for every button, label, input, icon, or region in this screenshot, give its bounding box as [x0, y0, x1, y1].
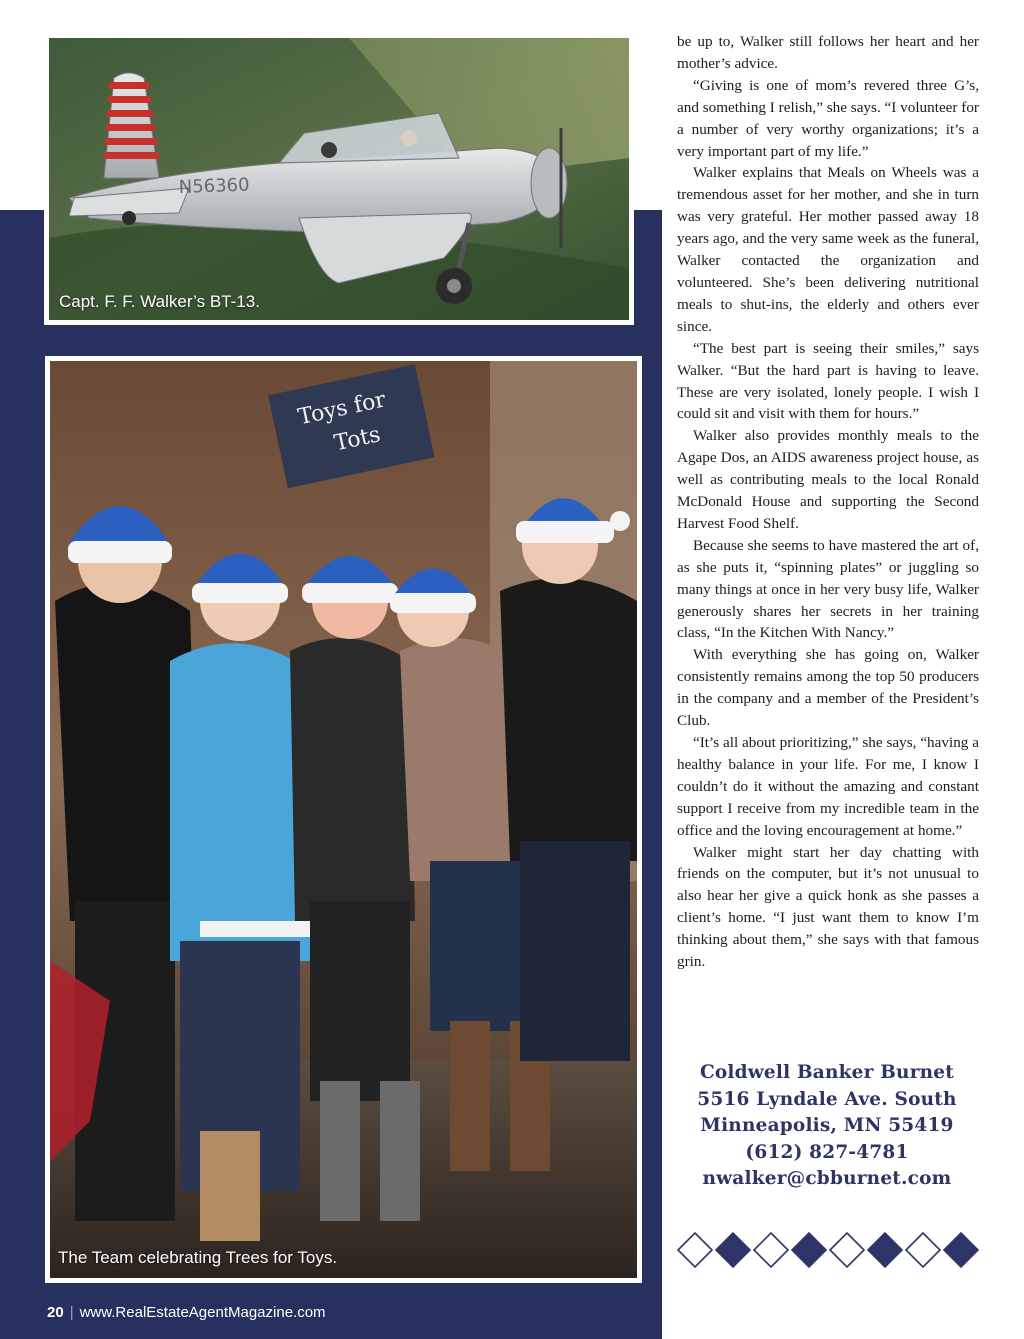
sign-line2-text: Tots [332, 422, 383, 457]
team-photo-caption: The Team celebrating Trees for Toys. [58, 1248, 338, 1267]
diamond-outline-icon [754, 1233, 788, 1267]
diamond-outline-icon [906, 1233, 940, 1267]
article-paragraph: With everything she has going on, Walker consistently remains among the top 50 producers in the company and a member of the President’s Club. [677, 646, 979, 730]
article-paragraph: Walker also provides monthly meals to the Agape Dos, an AIDS awareness project house, as well as contributing meals to the local Ronald McDonald House and supporting the Second Harvest Food Shelf. [677, 427, 979, 532]
page-number: 20 [47, 1304, 64, 1321]
article-paragraph: “Giving is one of mom’s revered three G’s, and something I relish,” she says. “I volunteer for a number of very worthy organizations; it’s a very important part of my life.” [677, 76, 979, 160]
plane-photo-illustration [49, 38, 629, 320]
article-paragraph: be up to, Walker still follows her heart and her mother’s advice. [677, 33, 979, 72]
tail-number-text: N56360 [178, 174, 250, 198]
diamond-outline-icon [678, 1233, 712, 1267]
article-paragraph: Because she seems to have mastered the art of, as she puts it, “spinning plates” or juggling so many things at once in her very busy life, Walker generously shares her secrets in her training class, “In the Kitchen With Nancy.” [677, 536, 979, 642]
article-paragraph: “It’s all about prioritizing,” she says, “having a healthy balance in your life. For me, I know I couldn’t do it without the amazing and constant support I receive from my incredible team in the office and the loving encouragement at home.” [677, 734, 979, 839]
contact-block [672, 1060, 982, 1193]
diamond-outline-icon [830, 1233, 864, 1267]
team-photo-illustration [50, 361, 637, 1278]
footer-separator: | [69, 1304, 74, 1321]
diamond-filled-icon [716, 1233, 750, 1267]
plane-photo-caption: Capt. F. F. Walker’s BT-13. [59, 292, 260, 311]
contact-phone[interactable]: (612) 827-4781 [745, 1141, 909, 1163]
contact-email[interactable]: nwalker@cbburnet.com [702, 1168, 952, 1189]
diamond-filled-icon [792, 1233, 826, 1267]
article-body [677, 31, 979, 973]
article-paragraph: Walker might start her day chatting with friends on the computer, but it’s not unusual to also hear her give a quick honk as she passes a client’s home. “I just want them to know I’m thinking about them,” she says with that famous grin. [677, 843, 979, 971]
contact-company: Coldwell Banker Burnet [699, 1062, 955, 1083]
contact-city: Minneapolis, MN 55419 [700, 1115, 954, 1136]
team-photo [50, 361, 637, 1278]
diamond-ornament [676, 1232, 982, 1268]
plane-photo-frame [44, 33, 634, 325]
article-paragraph: “The best part is seeing their smiles,” says Walker. “But the hard part is having to leave. These are very isolated, lonely people. I wish I could sit and visit with them for hours.” [677, 339, 979, 423]
diamond-filled-icon [868, 1233, 902, 1267]
diamond-filled-icon [944, 1233, 978, 1267]
team-photo-frame [45, 356, 642, 1283]
contact-street: 5516 Lyndale Ave. South [697, 1088, 957, 1110]
page-footer [47, 1304, 326, 1321]
footer-website-link[interactable]: www.RealEstateAgentMagazine.com [79, 1304, 326, 1321]
article-paragraph: Walker explains that Meals on Wheels was a tremendous asset for her mother, and she in turn was very grateful. Her mother passed away 18 years ago, and the very same week as the funeral, Walker contacted the organization and volunteered. She’s been delivering nutritional meals to shut-ins, the elderly and others ever since. [677, 164, 979, 335]
plane-photo [49, 38, 629, 320]
sign-line1-text: Toys for [295, 387, 388, 431]
